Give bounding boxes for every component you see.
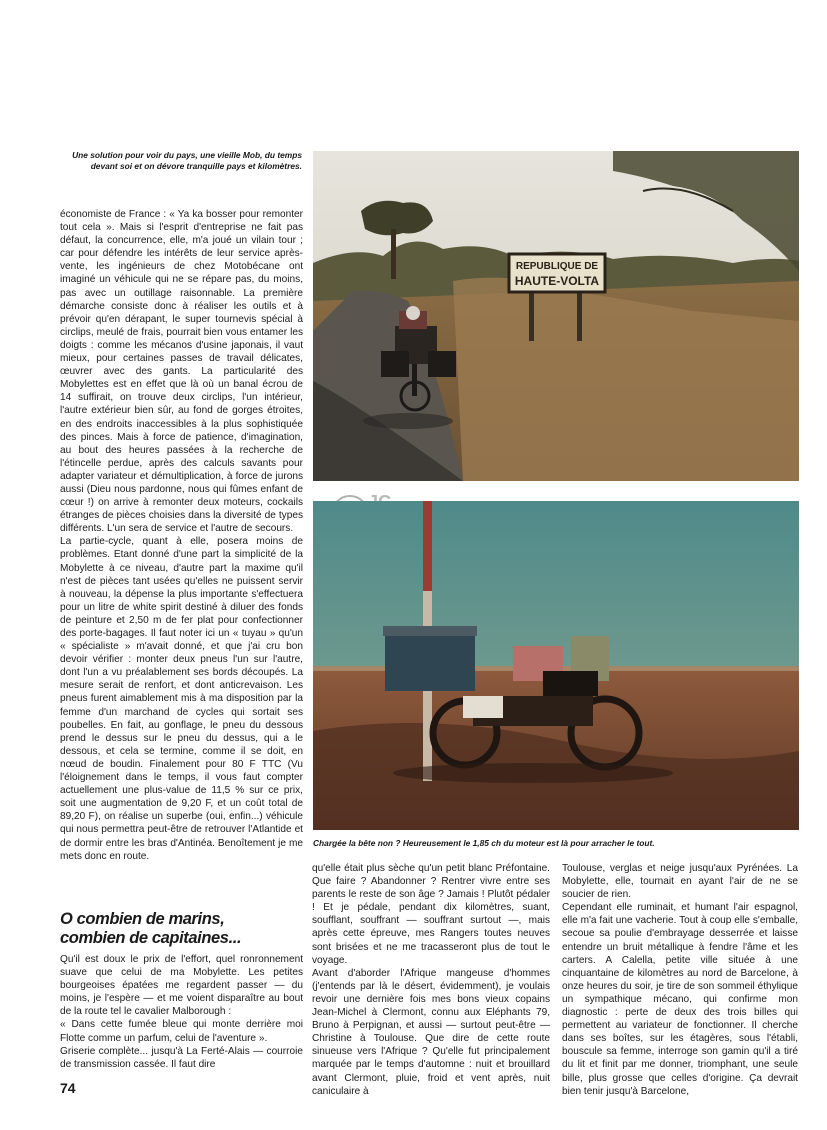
heading-line-1: O combien de marins, xyxy=(60,910,225,928)
article-column-3 xyxy=(562,862,798,1098)
page-number: 74 xyxy=(60,1080,76,1096)
paragraph: Qu'il est doux le prix de l'effort, quel ronronnement suave que celui de ma Mobylette. Les petites bourgeoises épatées me regardent passer — du moins, je l'espère — et me voient disparaître au bout de la route tel le cavalier Malborough : xyxy=(60,954,303,1018)
sign-line-1: REPUBLIQUE DE xyxy=(515,261,599,272)
article-column-2 xyxy=(312,862,550,1098)
paragraph: Griserie complète... jusqu'à La Ferté-Alais — courroie de transmission cassée. Il faut dire xyxy=(60,1045,303,1070)
photo-moped-illustration xyxy=(313,501,799,830)
paragraph: qu'elle était plus sèche qu'un petit blanc Préfontaine. Que faire ? Abandonner ? Rentrer vivre entre ses parents le reste de son âge ? Jamais ! Plutôt pédaler ! Et je pédale, pendant dix kilomètres, suant, soufflant, souffrant — souffrant surtout —, mais après cette épreuve, mes Rangers toutes neuves sont brisées et ne me tracasseront plus de tout le voyage. xyxy=(312,863,550,966)
article-column-1-upper xyxy=(60,208,303,863)
section-heading xyxy=(60,910,303,948)
paragraph: « Dans cette fumée bleue qui monte derrière moi Flotte comme un parfum, celui de l'aventure ». xyxy=(60,1019,303,1044)
paragraph: Avant d'aborder l'Afrique mangeuse d'hommes (j'entends par là le désert, évidemment), je voulais revoir une dernière fois mes bons vieux copains Jean-Michel à Clermont, connu aux Eléphants 79, Bruno à Perpignan, et aussi — surtout peut-être — Christine à Toulouse. Que dire de cette route sinueuse vers l'Afrique ? Qu'elle fut principalement marquée par le temps d'automne : nuit et brouillard avant Clermont, pluie, froid et vent après, nuit caniculaire à xyxy=(312,967,550,1097)
paragraph: Toulouse, verglas et neige jusqu'aux Pyrénées. La Mobylette, elle, tournait en ayant l'air de ne se soucier de rien. xyxy=(562,863,798,901)
photo-caption-bottom: Chargée la bête non ? Heureusement le 1,85 ch du moteur est là pour arracher le tout. xyxy=(313,838,655,848)
article-column-1-lower xyxy=(60,953,303,1071)
heading-line-2: combien de capitaines... xyxy=(60,929,242,947)
photo-caption-top: Une solution pour voir du pays, une vieille Mob, du temps devant soi et on dévore tranquille pays et kilomètres. xyxy=(72,150,302,171)
photo-moped-sunset xyxy=(313,501,799,830)
paragraph: économiste de France : « Ya ka bosser pour remonter tout cela ». Mais si l'esprit d'entreprise ne fait pas défaut, la concurrence, elle, m'a joué un vilain tour ; car pour défendre les intérêts de leur service après-vente, les ingénieurs de chez Motobécane ont imaginé un véhicule qui ne se répare pas, du moins, pas avec un outillage raisonnable. La première démarche consiste donc à réaliser les outils et à prévoir qu'en dérapant, le super tournevis spécial à circlips, meulé de frais, pourrait bien vous entamer les doigts : comme les mécanos d'usine japonais, il vaut mieux, pour certaines passes de travail délicates, œuvrer avec des gants. La particularité des Mobylettes est en effet que là où un banal écrou de 14 suffirait, on trouve deux circlips, l'un intérieur, l'autre extérieur bien sûr, au fond de gorges étroites, en des endroits inaccessibles à la plus sophistiquée des pinces. Mais à force de patience, d'imagination, au bout des heures passées à la recherche de l'étincelle perdue, après des calculs savants pour adapter variateur et démultiplication, à force de jurons aussi (Dieu nous pardonne, nous qui fûmes enfant de cœur !) on arrive à remonter deux moteurs, cockails étranges de pièces choisies dans la diversité de types différents. L'un sera de service et l'autre de secours. xyxy=(60,209,303,535)
photo-road-haute-volta xyxy=(313,151,799,481)
paragraph: Cependant elle ruminait, et humant l'air espagnol, elle m'a fait une vacherie. Tout à coup elle s'emballe, secoue sa poulie d'embrayage desserrée et laisse entendre un bruit métallique à fendre l'âme et les carters. A Calella, petite ville située à une cinquantaine de kilomètres au nord de Barcelone, à onze heures du soir, je tire de son sommeil éthylique un sympathique mécano, qui confirme mon diagnostic : perte de deux des trois billes qui permettent au variateur de fonctionner. Il cherche dans ses boîtes, sur les étagères, sous l'établi, bouscule sa femme, interroge son gamin qu'il a tiré du lit et finit par me donner, triomphant, une seule bille, plus grosse que celles d'origine. Ça devrait bien tenir jusqu'à Barcelone, xyxy=(562,902,798,1097)
photo-road-illustration xyxy=(313,151,799,481)
paragraph: La partie-cycle, quant à elle, posera moins de problèmes. Etant donné d'une part la simplicité de la Mobylette à ce niveau, d'autre part la maxime qu'il n'est de pièces tant usées qu'elles ne puissent servir à nouveau, la dépense la plus importante s'effectuera pour un litre de white spirit destiné à diluer des fonds de peinture et 2,50 m de fer plat pour confectionner des porte-bagages. Il faut noter ici un « tuyau » qu'un « spécialiste » m'avait donné, et que j'ai cru bon devoir vérifier : monter deux pneus l'un sur l'autre, dont l'un a vu préalablement ses bords découpés. La mesure serait de renfort, et dont anticrevaison. Les pneus furent aimablement mis à ma disposition par la femme d'un marchand de cycles qui sortait ses poubelles. En fait, au gonflage, le pneu du dessous prend le dessus sur le pneu du dessus, qui a le dessous, et cela se termine, comme il se doit, en nœud de boudin. Finalement pour 80 F TTC (Vu l'éloignement dans le temps, il vous faut compter actuellement une plus-value de 11,5 % sur ce prix, soit une augmentation de 9,20 F, et un coût total de 89,20 F), on réalise un superbe (oui, enfin...) véhicule qui nous permettra peut-être de retrouver l'Atlantide et de dormir entre les bras d'Antinéa. Benoîtement je me mets donc en route. xyxy=(60,536,303,862)
sign-line-2: HAUTE-VOLTA xyxy=(514,274,600,288)
